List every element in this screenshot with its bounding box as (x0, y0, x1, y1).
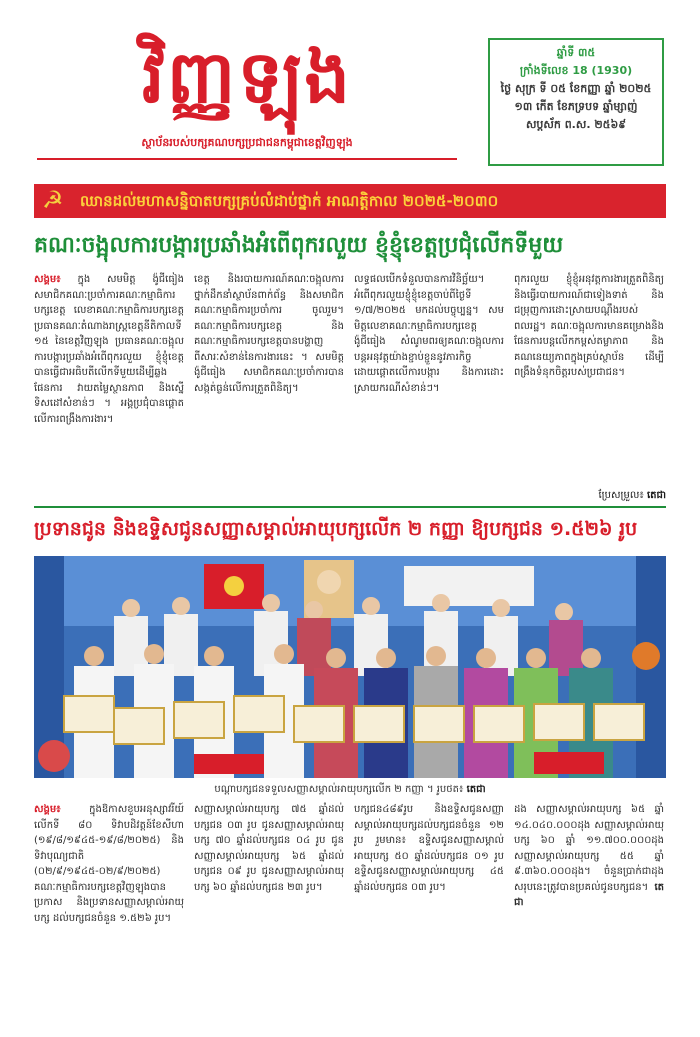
issue-lunar-date: ១៣ កើត ខែភទ្របទ ឆ្នាំម្សាញ់ (514, 100, 638, 113)
article1-text: ពុករលួយ ខ្ញុំខ្ញុំអនុវត្តការងារត្រួតពិនិត្យ និងធ្វើរបាយការណ៍ជាទៀងទាត់ និងជម្រុញការដោះស្រាយបណ្តឹងរបស់ពលរដ្ឋ។ គណៈចង្អុលការមានគម្រោងនិងផែនការបន្តលើកកម្ពស់តម្លាភាព និងគណនេយ្យភាពក្នុងគ្រប់ស្ថាប័ន ដើម្បីពង្រឹងទំនុកចិត្តរបស់ប្រជាជន។ (514, 274, 664, 378)
article1-headline: គណៈចង្អុលការបង្ការប្រឆាំងអំពើពុករលួយ ខ្ញុំខ្ញុំខេត្តប្រជុំលើកទីមួយ (34, 233, 564, 258)
article1-text: ខេត្ត និងរបាយការណ៍គណៈចង្អុលការ ថ្នាក់ដឹកនាំស្ថាប័នពាក់ព័ន្ធ និងសមាជិកគណៈកម្មាធិការប្រចាំការ ចូលរួម។ គណៈកម្មាធិការបក្សខេត្ត និងគណៈកម្មាធិការបក្សខេត្តបានបង្ហាញពីសារៈសំខាន់នៃការងារនេះ ។ សមមិត្ត ង៉ូជីធៀង សមាជិកគណៈប្រចាំការបានសង្កត់ធ្ងន់លើការត្រួតពិនិត្យ។ (194, 274, 344, 394)
article1-body (34, 272, 666, 504)
article2-text: ក្នុងឱកាសខួបអនុស្សាវរីយ៍លើកទី ៨០ ទិវាបដិវត្តន៍ខែសីហា (១៩/៨/១៩៤៥-១៩/៨/២០២៥) និងទិវាបុណ្យជាតិ (០២/៩/១៩៤៥-០២/៩/២០២៥) គណៈកម្មាធិការបក្សខេត្តវិញឡុងបានប្រកាស និងប្រទានសញ្ញាសម្គាល់អាយុបក្ស ដល់បក្សជនចំនួន ១.៥២៦ រូប។ (34, 804, 184, 924)
issue-number: ក្រាំងទីលេខ 18 (1930) (519, 64, 633, 77)
article2-column (514, 802, 664, 1024)
ceremony-photo (34, 556, 666, 778)
article1-column (34, 272, 184, 504)
hammer-sickle-icon: ☭ (42, 186, 64, 214)
article1-lead: សង្គម៖ (34, 274, 61, 285)
caption-text: បណ្តាបក្សជនទទួលសញ្ញាសម្គាល់អាយុបក្សលើក ២ កញ្ញា ។ រូបថត៖ (214, 784, 464, 795)
photo-caption (34, 782, 666, 798)
article2-headline: ប្រទានជូន និងឧទ្ទិសជូនសញ្ញាសម្គាល់អាយុបក្សលើក ២ កញ្ញា ឱ្យបក្សជន ១.៥២៦ រូប (34, 518, 638, 540)
article2-body (34, 802, 666, 1024)
article1-column (194, 272, 344, 504)
newspaper-logo: វិញ្ញឡុង (141, 34, 353, 119)
article2-credit: តេជា (514, 881, 664, 908)
article2-column (34, 802, 184, 1024)
party-congress-banner (34, 184, 666, 218)
tagline-divider (37, 158, 457, 160)
credit-author: តេជា (646, 490, 666, 501)
article2-column (194, 802, 344, 1024)
article2-text: សញ្ញាសម្គាល់អាយុបក្ស ៧៥ ឆ្នាំដល់បក្សជន ០៣ រូប ជូនសញ្ញាសម្គាល់អាយុបក្ស ៧០ ឆ្នាំដល់បក្សជន ០៤ រូប ជូនសញ្ញាសម្គាល់អាយុបក្ស ៦៥ ឆ្នាំដល់បក្សជន ០៩ រូប ជូនសញ្ញាសម្គាល់អាយុបក្ស ៦០ ឆ្នាំដល់បក្សជន ២៣ រូប។ (194, 804, 344, 893)
article1-credit (488, 488, 666, 503)
article1-column (354, 272, 504, 504)
caption-credit: តេជា (466, 784, 486, 795)
article1-column (514, 272, 664, 482)
masthead-tagline: ស្ថាប័នរបស់បក្សគណបក្សប្រជាជនកម្ពុជាខេត្តវិញឡុង (141, 136, 353, 149)
article2-text: ដង សញ្ញាសម្គាល់អាយុបក្ស ៦៥ ឆ្នាំ ១៤.០៤០.០០០ដុង សញ្ញាសម្គាល់អាយុបក្ស ៦០ ឆ្នាំ ១១.៧០០.០០០ដុង សញ្ញាសម្គាល់អាយុបក្ស ៥៥ ឆ្នាំ ៩.៣៦០.០០០ដុង។ ចំនួនប្រាក់ជាដុងសរុបនេះត្រូវបានប្រគល់ជូនបក្សជន។ (514, 804, 664, 893)
issue-era: សប្តស័ក ព.ស. ២៥៦៩ (525, 118, 627, 131)
issue-year: ឆ្នាំទី ៣៥ (556, 46, 596, 59)
issue-date: ថ្ងៃ សុក្រ ទី ០៥ ខែកញ្ញា ឆ្នាំ ២០២៥ (500, 82, 652, 95)
credit-label: ប្រែសម្រួល៖ (598, 490, 644, 501)
article2-column (354, 802, 504, 1024)
article2-text: បក្សជន៤៨៩រូប និងឧទ្ទិសជូនសញ្ញាសម្គាល់អាយុបក្សដល់បក្សជនចំនួន ១២ រូប រួមមាន៖ ឧទ្ទិសជូនសញ្ញាសម្គាល់អាយុបក្ស ៥០ ឆ្នាំដល់បក្សជន ០១ រូប ឧទ្ទិសជូនសញ្ញាសម្គាល់អាយុបក្ស ៤៥ ឆ្នាំដល់បក្សជន ០៣ រូប។ (354, 804, 504, 893)
masthead (22, 18, 472, 168)
section-divider (34, 506, 666, 508)
article1-text: លទ្ធផលបើកទំនួលបានការវិនិច្ឆ័យ។ អំពើពុករលួយខ្ញុំខ្ញុំខេត្តចាប់ពីថ្ងៃទី ១/៧/២០២៥ មកដល់បច្ចុប្បន្ន។ សមមិត្តលេខាគណៈកម្មាធិការបក្សខេត្ត ង៉ូជីធៀង សំណូមពរឲ្យគណៈចង្អុលការបន្តអនុវត្តយ៉ាងខ្ជាប់ខ្ជួននូវភារកិច្ច ដោយផ្តោតលើការបង្ការ និងការដោះស្រាយករណីសំខាន់ៗ។ (354, 274, 504, 394)
article1-text: ក្នុង សមមិត្ត ង៉ូជីធៀង សមាជិកគណៈប្រចាំការគណៈកម្មាធិការបក្សខេត្ត លេខាគណៈកម្មាធិការបក្សខេត្ត ប្រធានគណៈតំណាងរាស្ត្រខេត្តនីតិកាលទី ១៥ នៃខេត្តវិញឡុង ប្រធានគណៈចង្អុលការបង្ការប្រឆាំងអំពើពុករលួយ ខ្ញុំខ្ញុំខេត្តបានធ្វើជាអធិបតីលើកទីមួយដើម្បីឆ្លងផែនការ វាយតម្លៃស្ថានភាព និងស្នើទិសដៅសំខាន់ៗ ។ អង្គប្រជុំបានផ្ដោតលើការពង្រឹងការងារ។ (34, 274, 184, 425)
banner-text: ឈានដល់មហាសន្និបាតបក្សគ្រប់លំដាប់ថ្នាក់ អាណត្តិកាល ២០២៥-២០៣០ (80, 192, 499, 210)
issue-info-box (488, 38, 664, 166)
article2-lead: សង្គម៖ (34, 804, 61, 815)
